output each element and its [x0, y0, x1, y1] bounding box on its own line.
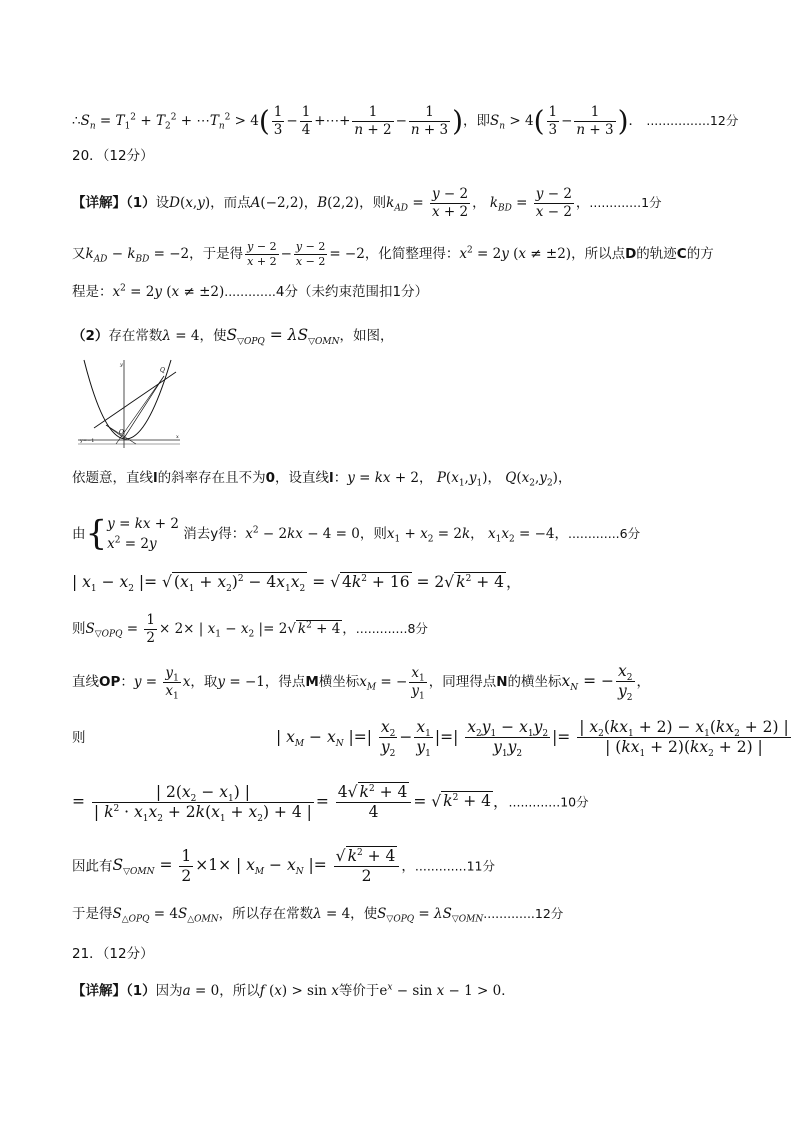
score-label: 6分 — [619, 525, 641, 541]
question-21-heading: 21．（12分） — [72, 946, 154, 962]
detail-part2-line: （2）存在常数λ = 4，使$S_{▽OPQ} = \lambda S_{▽OMN}$，如图， — [72, 326, 394, 348]
score-label: 10分 — [560, 794, 589, 810]
part1-label: （1） — [126, 194, 156, 211]
point-p-label: Q — [160, 367, 165, 374]
line-l-label: l — [153, 470, 158, 486]
detail-also-line: 又$k_{AD} - k_{BD} = -2$，于是得 $\frac{y - 2}{x + 2}$ − $\frac{y - 2}{x - 2}$ = −2，化简整理得：$x^2 = 2y$ (x ≠ ±2)，所以点D的轨迹C的方 — [72, 240, 714, 268]
point-m-label: M — [305, 673, 319, 690]
part1-label: （1） — [126, 983, 156, 999]
origin-label: O — [119, 429, 124, 436]
equiv-text: 等价于 — [338, 983, 380, 999]
eliminate-text: 消去 — [183, 525, 211, 542]
score-dots: ............. — [589, 194, 642, 210]
as-figure-text: ，如图， — [339, 328, 394, 344]
also-text: 又 — [72, 245, 86, 262]
so-exists-text: ，所以存在常数 — [218, 906, 314, 922]
detail-tag: 【详解】 — [72, 194, 126, 211]
then-text: 则 — [72, 620, 86, 637]
score-dots: ............. — [567, 525, 620, 541]
system-elimination-line: 由{ y = kx + 2 $x^2 = 2y$ 消去y得：$x^2 - 2kx - 4 = 0$，则$x_1 + x_2 = 2k$， $x_1x_2 = -4$，.............6分 — [72, 513, 641, 554]
score-label: 4分（未约束范围扣1分） — [275, 284, 429, 300]
point-a-text: ，而点 — [210, 194, 251, 211]
slope-text: 的斜率存在且不为 — [157, 470, 266, 486]
score-dots: ............. — [508, 794, 561, 810]
point-n-label: N — [496, 673, 508, 690]
so-point-text: ，所以点 — [571, 245, 626, 262]
similarly-text: ，同理得点 — [428, 673, 497, 690]
of-abscissa-text: 的横坐标 — [507, 673, 562, 690]
abs-difference-line: | $x_1 - x_2$ |= √ $(x_1 + x_2)^2 - 4x_1x_2$ = √ $4k^2 + 16 = 2√$ $k^2 + 4$ ， — [72, 573, 522, 595]
because-text: 因为 — [155, 983, 183, 999]
parabola-curve — [84, 360, 171, 439]
let-line-text: ，设直线 — [275, 470, 330, 486]
get-point-text: ，得点 — [264, 673, 306, 690]
q21-detail-line: 【详解】（1）因为a = 0，所以f (x) > sin x等价于$e^x - \sin x - 1 > 0$． — [72, 982, 515, 999]
detail-equation-line: 程是：$x^2 = 2y$ (x ≠ ±2).............4分（未约束范围扣1分） — [72, 283, 429, 300]
from-text: 由 — [72, 525, 86, 542]
line-l — [94, 372, 176, 428]
point-d-label: D — [625, 245, 637, 262]
make-text: ，使 — [199, 328, 227, 344]
score-dots: ............. — [414, 858, 467, 874]
score-dots: ................ — [646, 112, 710, 128]
part2-label: （2） — [72, 328, 109, 344]
x-axis-label: x — [176, 434, 179, 440]
simplify-text: ，化简整理得： — [364, 245, 460, 262]
therefore-have-text: 因此有 — [72, 858, 113, 875]
trajectory-text: 的轨迹 — [636, 245, 677, 262]
zero-label: 0 — [265, 470, 276, 486]
get-text: 得： — [218, 525, 246, 542]
line-l-label-2: l — [329, 470, 334, 486]
intro-text: 依题意，直线 — [72, 470, 153, 486]
score-label: 11分 — [466, 858, 495, 874]
line-label: y=−1 — [80, 438, 95, 444]
question-20-heading: 20．（12分） — [72, 148, 154, 164]
area-omn-line: 因此有$S_{▽OMN}$ = $\frac{1}{2}$ ×1× | $x_M - x_N$ |= $\frac{√ k^2 + 4}{2}$ ，.............11分 — [72, 846, 495, 886]
line-op-text: 直线 — [72, 673, 99, 690]
score-label: 8分 — [407, 620, 428, 636]
comma-text: ， — [303, 194, 318, 211]
detail-tag: 【详解】 — [72, 983, 126, 999]
sum-inequality-line: $\therefore S_n = T_1^2 + T_2^2$ + $\cdots T_n^2 > 4$( $\frac{1}{3}$ − $\frac{1}{4}$ +⋯+ $\frac{1}{n + 2}$ − $\frac{1}{n + 3}$ )，即$S_n > 4$( $\frac{1}{3}$ − $\frac{1}{n + 3}$ )． ................12分 — [72, 104, 739, 138]
score-dots: ............. — [355, 620, 408, 636]
take-text: ，取 — [190, 673, 218, 690]
equation-text: 程是： — [72, 284, 113, 300]
then-text: ，则 — [359, 525, 387, 542]
detail-part1-line: 【详解】（1）设D(x,y)，而点A(−2,2)，B(2,2)，则$k_{AD}$ = $\frac{y - 2}{x + 2}$ ， $k_{BD}$ = $\frac{y - 2}{x - 2}$ ，.............1分 — [72, 186, 662, 220]
colon-text: ： — [333, 470, 348, 486]
simplified-difference-line: = $\frac{| 2(x_2 - x_1) |}{| k^2 \cdot x_1x_2 + 2k(x_1 + x_2) + 4 |}$ = $\frac{4√ k^2 + 4}{4}$ = √ $k^2 + 4$ ，.............10分 — [72, 782, 589, 824]
score-dots: ............. — [483, 906, 535, 921]
then-text: ，则 — [359, 194, 387, 211]
y-letter: y — [210, 525, 219, 542]
curve-c-label: C — [676, 245, 687, 262]
conclusion-line: 于是得$S_{\triangle OPQ} = 4S_{\triangle OMN}$，所以存在常数λ = 4，使$S_{▽OPQ} = \lambda S_{▽OMN}.............12$分 — [72, 906, 564, 925]
make-text: ，使 — [350, 906, 378, 922]
op-label: OP — [99, 673, 121, 690]
score-dots: ............. — [224, 284, 276, 299]
score-label: 1分 — [641, 194, 662, 210]
so-get-text: ，于是得 — [189, 245, 244, 262]
exists-text: 存在常数 — [108, 328, 163, 344]
line-l-setup: 依题意，直线l的斜率存在且不为0，设直线l：y = kx + 2， $P(x_1,y_1)$， $Q(x_2,y_2)$， — [72, 470, 572, 489]
segment-op — [124, 376, 164, 438]
then-label-line — [72, 730, 86, 746]
then-text: 则 — [72, 730, 86, 746]
xm-xn-expression: | $x_M - x_N$ |=| $\frac{x_2}{y_2}$ − $\frac{x_1}{y_1}$ |=| $\frac{x_2y_1 - x_1y_2}{y_1y_2}$ |= $\frac{| x_2(kx_1 + 2) - x_1(kx_2 + 2) |}{| (kx_1 + 2)(kx_2 + 2) |}$ — [276, 718, 789, 760]
colon-text: ： — [120, 673, 134, 690]
area-opq-line: 则$S_{▽OPQ}$ = $\frac{1}{2}$ × 2× | $x_1 - x_2$ |= 2√ $k^2 + 4$ ，.............8分 — [72, 612, 428, 646]
score-label: 12分 — [709, 112, 739, 128]
line-op-line: 直线OP：y = $\frac{y_1}{x_1}$ x，取y = −1，得点M横坐标$x_M$ = − $\frac{x_1}{y_1}$ ，同理得点N的横坐标$x_N$ = − $\frac{x_2}{y_2}$ ， — [72, 662, 651, 704]
y-axis-label: y — [120, 362, 123, 368]
so-text: ，所以 — [219, 983, 260, 999]
set-text: 设 — [155, 194, 170, 211]
abscissa-text: 横坐标 — [318, 673, 360, 690]
parabola-figure — [76, 358, 182, 450]
ie-text: ，即 — [463, 112, 491, 129]
equation-of-text: 的方 — [686, 245, 714, 262]
so-get-text: 于是得 — [72, 906, 113, 922]
therefore-symbol: ∴ — [72, 112, 81, 129]
score-label: 12分 — [534, 906, 564, 921]
